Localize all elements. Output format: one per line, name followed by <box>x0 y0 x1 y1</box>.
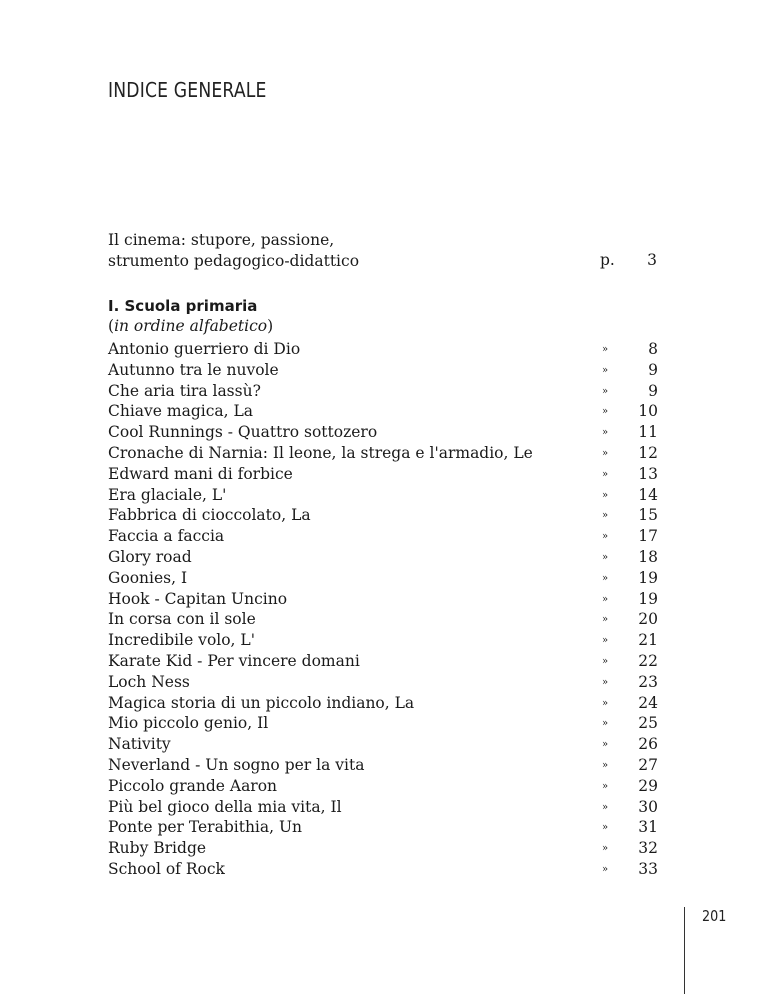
toc-entry-page: 15 <box>638 506 658 525</box>
toc-entry-page: 26 <box>638 735 658 754</box>
toc-entry-page: 22 <box>638 651 658 670</box>
toc-entry-title: Glory road <box>108 547 192 566</box>
toc-entry <box>108 838 658 859</box>
toc-entry <box>108 672 658 693</box>
ditto-mark: » <box>602 718 609 730</box>
toc-entry <box>108 651 658 672</box>
toc-entry <box>108 505 658 526</box>
ditto-mark: » <box>602 551 609 563</box>
toc-entry-title: Fabbrica di cioccolato, La <box>108 506 311 525</box>
toc-entry <box>108 443 658 464</box>
toc-entry-title: Incredibile volo, L' <box>108 631 255 650</box>
toc-entry-page: 25 <box>638 714 658 733</box>
ditto-mark: » <box>602 780 609 792</box>
toc-entry-title: Che aria tira lassù? <box>108 381 261 400</box>
ditto-mark: » <box>602 468 609 480</box>
toc-entry-title: Ruby Bridge <box>108 839 207 858</box>
toc-entry-page: 8 <box>648 340 658 358</box>
toc-entry <box>108 381 658 402</box>
toc-entry-title: Edward mani di forbice <box>108 464 293 483</box>
toc-entry <box>108 609 658 630</box>
toc-entry-page: 20 <box>638 610 658 629</box>
ditto-mark: » <box>602 635 609 647</box>
toc-entry-page: 12 <box>638 443 658 462</box>
ditto-mark: » <box>602 843 609 855</box>
toc-entry-title: Antonio guerriero di Dio <box>108 340 301 358</box>
ditto-mark: » <box>602 572 609 584</box>
toc-entry-title: Autunno tra le nuvole <box>108 360 279 379</box>
ditto-mark: » <box>602 447 609 459</box>
toc-entry-title: Karate Kid - Per vincere domani <box>108 651 360 670</box>
toc-entry-page: 10 <box>638 402 658 421</box>
intro-entry <box>108 230 660 272</box>
toc-entry-page: 27 <box>638 755 658 774</box>
toc-entry-page: 33 <box>638 859 658 878</box>
toc-entry-page: 14 <box>638 485 658 504</box>
toc-entry-title: Hook - Capitan Uncino <box>108 589 288 608</box>
ditto-mark: » <box>602 406 609 418</box>
toc-entry-title: Mio piccolo genio, Il <box>108 714 269 733</box>
section-heading <box>108 296 273 337</box>
ditto-mark: » <box>602 364 609 376</box>
toc-entry-page: 30 <box>638 797 658 816</box>
ditto-mark: » <box>602 489 609 501</box>
toc-entry-title: In corsa con il sole <box>108 610 256 629</box>
toc-entry <box>108 734 658 755</box>
ditto-mark: » <box>602 863 609 875</box>
toc-entry-page: 23 <box>638 672 658 691</box>
intro-line-1: Il cinema: stupore, passione, <box>108 231 335 249</box>
intro-line-2: strumento pedagogico-didattico <box>108 252 360 270</box>
toc-entry-title: Chiave magica, La <box>108 402 254 421</box>
toc-entry-page: 32 <box>638 839 658 858</box>
toc-list <box>108 339 658 880</box>
toc-entry <box>108 568 658 589</box>
toc-entry-title: Cool Runnings - Quattro sottozero <box>108 423 378 442</box>
toc-entry-page: 31 <box>638 818 658 837</box>
ditto-mark: » <box>602 344 609 355</box>
toc-entry-page: 9 <box>648 360 658 379</box>
toc-entry-title: Faccia a faccia <box>108 527 225 546</box>
toc-entry-page: 17 <box>638 527 658 546</box>
toc-entry-title: Loch Ness <box>108 672 190 691</box>
toc-entry-title: Più bel gioco della mia vita, Il <box>108 797 342 816</box>
toc-entry-title: Era glaciale, L' <box>108 485 227 504</box>
ditto-mark: » <box>602 385 609 397</box>
page-label: p. <box>600 251 615 269</box>
toc-entry <box>108 713 658 734</box>
ditto-mark: » <box>602 531 609 543</box>
toc-entry-page: 29 <box>638 776 658 795</box>
ditto-mark: » <box>602 697 609 709</box>
toc-entry-page: 24 <box>638 693 658 712</box>
page-title: INDICE GENERALE <box>108 78 267 102</box>
toc-entry <box>108 464 658 485</box>
ditto-mark: » <box>602 739 609 751</box>
toc-entry-page: 11 <box>638 423 658 442</box>
toc-entry <box>108 630 658 651</box>
ditto-mark: » <box>602 655 609 667</box>
toc-entry <box>108 797 658 818</box>
page-number: 201 <box>702 907 727 925</box>
toc-entry <box>108 547 658 568</box>
toc-entry-page: 21 <box>638 631 658 650</box>
toc-entry-title: Ponte per Terabithia, Un <box>108 818 303 837</box>
toc-entry <box>108 422 658 443</box>
toc-entry-page: 18 <box>638 547 658 566</box>
toc-entry <box>108 817 658 838</box>
toc-entry-title: School of Rock <box>108 859 225 878</box>
toc-entry <box>108 485 658 506</box>
toc-entry-title: Piccolo grande Aaron <box>108 776 278 795</box>
ditto-mark: » <box>602 593 609 605</box>
folio-rule <box>684 907 685 994</box>
ditto-mark: » <box>602 801 609 813</box>
ditto-mark: » <box>602 427 609 439</box>
toc-entry-title: Nativity <box>108 735 171 754</box>
ditto-mark: » <box>602 510 609 522</box>
section-subtitle-italic: in ordine alfabetico <box>114 317 268 335</box>
toc-entry-page: 9 <box>648 381 658 400</box>
section-title: I. Scuola primaria <box>108 297 258 315</box>
toc-entry <box>108 339 658 360</box>
ditto-mark: » <box>602 759 609 771</box>
toc-entry-page: 19 <box>638 568 658 587</box>
ditto-mark: » <box>602 614 609 626</box>
toc-entry <box>108 859 658 880</box>
toc-entry-page: 19 <box>638 589 658 608</box>
ditto-mark: » <box>602 822 609 834</box>
toc-entry <box>108 589 658 610</box>
toc-entry-title: Neverland - Un sogno per la vita <box>108 755 365 774</box>
toc-entry-title: Magica storia di un piccolo indiano, La <box>108 693 415 712</box>
toc-entry <box>108 776 658 797</box>
toc-entry <box>108 526 658 547</box>
intro-page-number: 3 <box>647 251 657 269</box>
toc-entry-title: Goonies, I <box>108 568 188 587</box>
toc-entry-page: 13 <box>638 464 658 483</box>
toc-entry <box>108 693 658 714</box>
toc-entry <box>108 360 658 381</box>
section-subtitle: (in ordine alfabetico) <box>108 317 274 335</box>
toc-entry <box>108 755 658 776</box>
toc-entry-title: Cronache di Narnia: Il leone, la strega e l'armadio, Le <box>108 443 533 462</box>
toc-entry <box>108 401 658 422</box>
ditto-mark: » <box>602 676 609 688</box>
